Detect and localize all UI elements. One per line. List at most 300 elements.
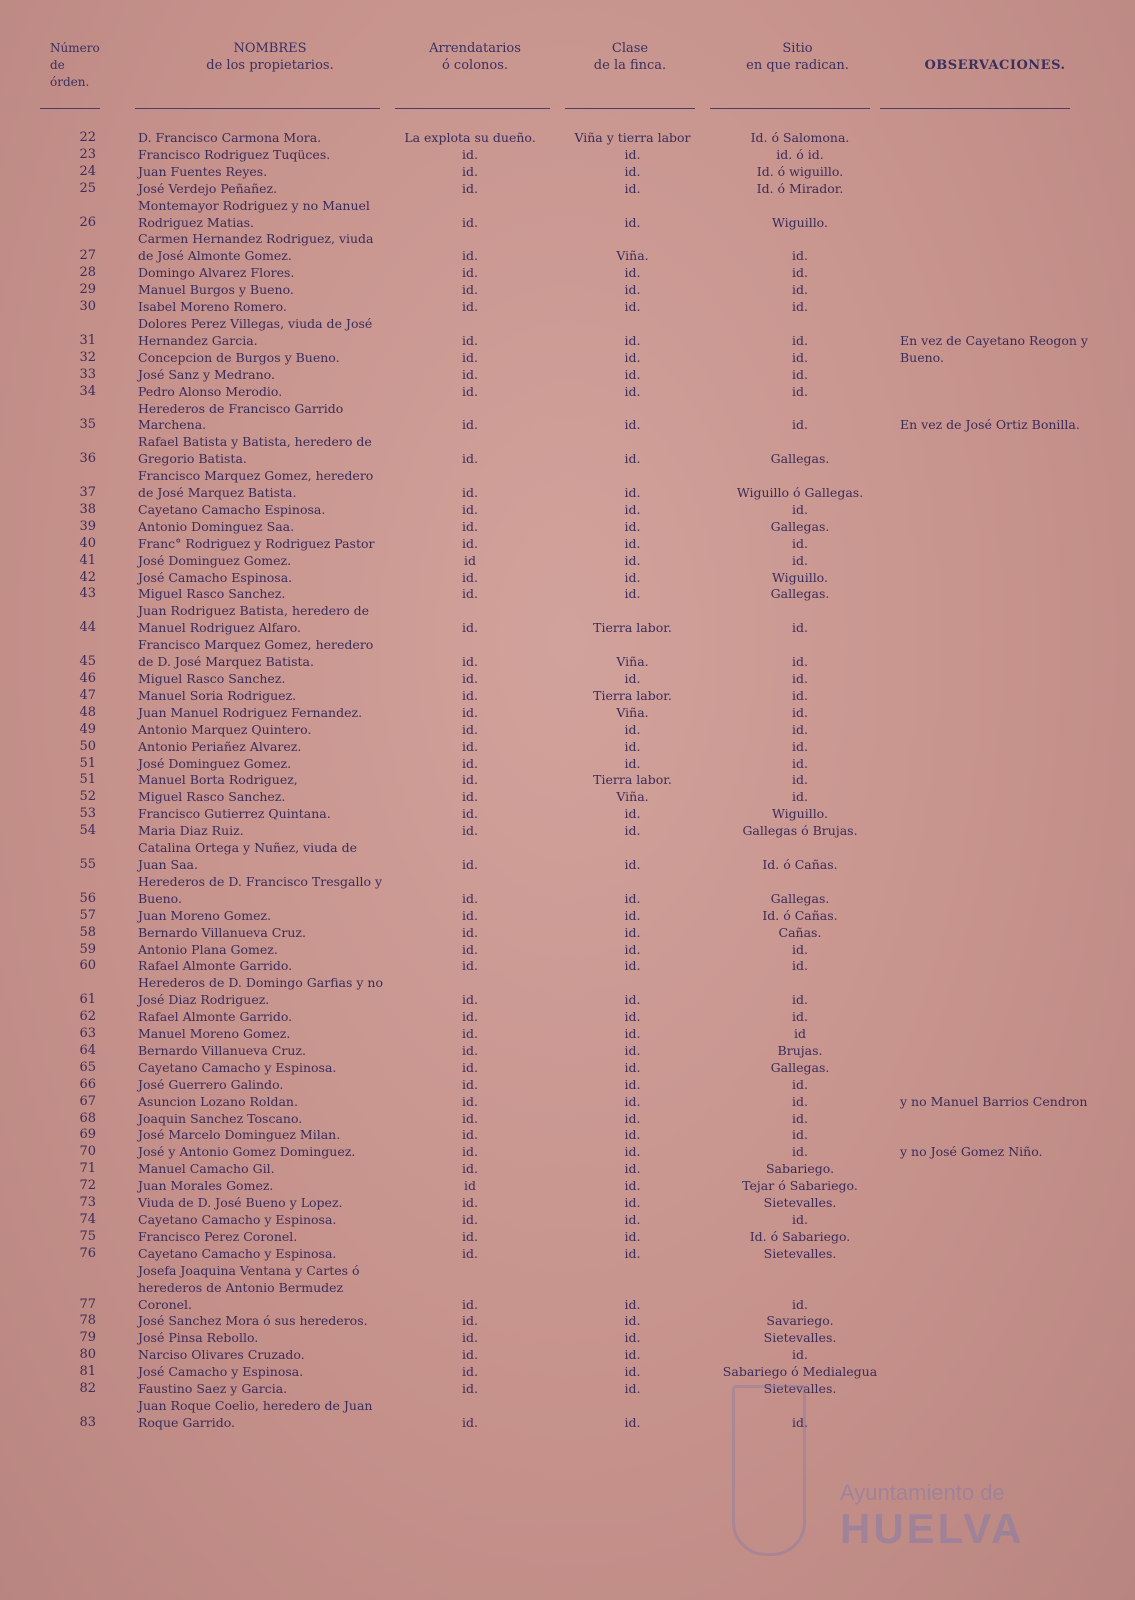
table-row [0,772,1135,789]
table-row [0,1060,1135,1077]
table-row [0,637,1135,671]
row-clase-finca: id. [624,1059,641,1075]
row-owner-name: Juan Rodriguez Batista, heredero de Manuel Rodriguez Alfaro. [138,603,370,636]
row-arrendatario: id. [462,1195,478,1211]
table-row [0,874,1135,908]
row-sitio: Gallegas. [770,518,830,534]
row-owner-name: José Camacho y Espinosa. [138,1364,304,1380]
row-clase-finca: Viña. [616,789,649,805]
row-sitio: id. [792,501,808,517]
row-clase-finca: Viña. [616,248,649,264]
row-clase-finca: id. [624,180,641,196]
row-clase-finca: id. [624,214,641,230]
row-sitio: id. [792,535,808,551]
row-owner-name: Manuel Borta Rodriguez, [138,772,298,788]
row-sitio: Gallegas. [770,451,830,467]
row-owner-name: Miguel Rasco Sanchez. [138,789,286,805]
table-row [0,1313,1135,1330]
row-number: 82 [79,1381,96,1397]
row-owner-name: Carmen Hernandez Rodriguez, viuda de José Almonte Gomez. [138,231,374,264]
row-number: 62 [79,1009,96,1025]
row-number: 60 [79,958,96,974]
row-number: 41 [79,552,96,568]
row-owner-name: Rafael Almonte Garrido. [138,958,293,974]
row-sitio: id. [792,772,808,788]
row-clase-finca: id. [624,569,641,585]
row-number: 64 [79,1042,96,1058]
table-row [0,519,1135,536]
row-owner-name: Miguel Rasco Sanchez. [138,586,286,602]
header-rule [710,108,870,109]
row-sitio: id. [792,366,808,382]
row-arrendatario: id. [462,924,478,940]
table-row [0,975,1135,1009]
watermark-line2: HUELVA [840,1505,1025,1552]
row-arrendatario: id. [462,1313,478,1329]
row-owner-name: Manuel Camacho Gil. [138,1161,275,1177]
row-sitio: id. [792,687,808,703]
row-arrendatario: id. [462,163,478,179]
row-owner-name: Cayetano Camacho y Espinosa. [138,1212,337,1227]
row-owner-name: Cayetano Camacho y Espinosa. [138,1245,337,1261]
header-nombres [160,40,380,74]
table-row [0,1229,1135,1246]
table-row [0,722,1135,739]
row-sitio: Sietevalles. [763,1195,837,1211]
table-row [0,553,1135,570]
row-number: 58 [79,924,96,940]
row-number: 46 [79,671,96,686]
row-clase-finca: id. [624,518,641,534]
row-arrendatario: id. [462,1347,478,1363]
row-number: 24 [79,163,96,179]
row-owner-name: Asuncion Lozano Roldan. [138,1093,298,1109]
row-number: 38 [79,501,96,517]
row-sitio: Brujas. [777,1042,823,1058]
row-number: 67 [79,1093,96,1109]
row-number: 28 [79,265,96,281]
row-sitio: id. [792,721,808,737]
row-sitio: id. [792,282,808,298]
row-sitio: Id. ó Cañas. [762,856,838,872]
row-arrendatario: id. [462,1026,478,1042]
row-number: 63 [79,1026,96,1042]
row-arrendatario: id. [462,1059,478,1075]
row-owner-name: Francisco Gutierrez Quintana. [138,806,331,822]
row-number: 39 [79,518,96,534]
row-sitio: id. [792,349,808,365]
row-sitio: id. [792,941,808,957]
row-sitio: Gallegas. [770,1059,830,1075]
row-number: 77 [79,1296,96,1312]
row-sitio: id. [792,789,808,805]
table-row [0,198,1135,232]
row-clase-finca: id. [624,924,641,940]
row-number: 36 [79,451,96,467]
row-clase-finca: id. [624,586,641,602]
row-owner-name: Manuel Moreno Gomez. [138,1026,291,1042]
registry-table [0,130,1135,1432]
row-clase-finca: id. [624,941,641,957]
table-row [0,299,1135,316]
row-owner-name: Antonio Dominguez Saa. [138,518,295,534]
row-number: 29 [79,282,96,298]
header-observaciones: OBSERVACIONES. [924,58,1066,73]
row-owner-name: Miguel Rasco Sanchez. [138,671,286,686]
row-clase-finca: id. [624,1330,641,1346]
row-owner-name: Bernardo Villanueva Cruz. [138,924,306,940]
row-arrendatario: id. [462,1110,478,1126]
row-sitio: Sietevalles. [763,1381,837,1397]
table-row [0,536,1135,553]
row-number: 73 [79,1195,96,1211]
row-owner-name: Pedro Alonso Merodio. [138,383,283,399]
row-arrendatario: id. [462,941,478,957]
row-arrendatario: id. [462,1245,478,1261]
row-number: 26 [79,214,96,230]
row-clase-finca: id. [624,163,641,179]
row-owner-name: Rafael Almonte Garrido. [138,1009,293,1025]
row-owner-name: Rafael Batista y Batista, heredero de Gregorio Batista. [138,434,372,467]
row-owner-name: Faustino Saez y Garcia. [138,1381,288,1397]
table-row [0,789,1135,806]
row-clase-finca: id. [624,485,641,501]
row-sitio: id [794,1026,806,1042]
header-clase [575,40,685,74]
row-clase-finca: id. [624,1178,641,1194]
row-clase-finca: id. [624,1414,641,1430]
table-row [0,1094,1135,1111]
row-owner-name: Montemayor Rodriguez y no Manuel Rodriguez Matias. [138,197,370,230]
header-clase-sub: de la finca. [593,58,667,73]
row-owner-name: Juan Moreno Gomez. [138,907,272,923]
row-clase-finca: id. [624,1228,641,1244]
row-arrendatario: id. [462,1042,478,1058]
row-owner-name: Narciso Olivares Cruzado. [138,1347,305,1363]
table-row [0,1127,1135,1144]
row-sitio: id. [792,383,808,399]
row-arrendatario: id. [462,518,478,534]
row-number: 61 [79,992,96,1008]
row-number: 65 [79,1059,96,1075]
row-clase-finca: id. [624,1042,641,1058]
row-sitio: Wiguillo. [772,214,828,230]
row-owner-name: José Guerrero Galindo. [138,1076,284,1092]
row-arrendatario: id. [462,332,478,348]
row-arrendatario: id. [462,146,478,162]
table-row [0,1111,1135,1128]
row-sitio: id. [792,1144,808,1160]
row-number: 30 [79,299,96,315]
row-clase-finca: id. [624,823,641,839]
row-owner-name: José Dominguez Gomez. [138,755,292,771]
row-number: 70 [79,1144,96,1160]
table-row [0,925,1135,942]
row-arrendatario: id. [462,248,478,264]
row-clase-finca: id. [624,1245,641,1261]
row-clase-finca: id. [624,417,641,433]
table-row [0,367,1135,384]
row-arrendatario: id. [462,1076,478,1092]
table-row [0,705,1135,722]
table-row [0,1330,1135,1347]
table-row [0,823,1135,840]
row-owner-name: Catalina Ortega y Nuñez, viuda de Juan Saa. [138,840,357,872]
row-owner-name: Josefa Joaquina Ventana y Cartes ó herederos de Antonio Bermudez Coronel. [138,1262,360,1312]
row-arrendatario: id [464,1178,476,1194]
row-owner-name: Manuel Soria Rodriguez. [138,687,297,703]
row-owner-name: Francisco Marquez Gomez, heredero de D. José Marquez Batista. [138,637,374,670]
row-number: 47 [79,687,96,703]
row-arrendatario: id. [462,1161,478,1177]
row-owner-name: Francisco Perez Coronel. [138,1228,298,1244]
row-clase-finca: id. [624,299,641,315]
row-sitio: id. [792,654,808,670]
row-clase-finca: id. [624,501,641,517]
row-number: 80 [79,1347,96,1363]
row-observaciones: En vez de José Ortiz Bonilla. [900,417,1080,433]
row-number: 71 [79,1161,96,1177]
row-number: 72 [79,1178,96,1194]
row-clase-finca: id. [624,1364,641,1380]
table-row [0,1381,1135,1398]
row-clase-finca: id. [624,146,641,162]
row-owner-name: José Sanz y Medrano. [138,366,275,382]
row-arrendatario: id. [462,992,478,1008]
row-owner-name: Cayetano Camacho y Espinosa. [138,1059,337,1075]
row-clase-finca: id. [624,535,641,551]
row-arrendatario: id. [462,366,478,382]
row-clase-finca: id. [624,907,641,923]
header-rule [565,108,695,109]
row-sitio: id. [792,265,808,281]
row-owner-name: Franc° Rodriguez y Rodriguez Pastor [138,535,375,551]
row-sitio: Gallegas. [770,586,830,602]
row-number: 25 [79,180,96,196]
row-sitio: id. [792,1347,808,1363]
row-arrendatario: La explota su dueño. [404,130,536,145]
row-owner-name: Cayetano Camacho Espinosa. [138,501,326,517]
row-number: 76 [79,1245,96,1261]
row-clase-finca: id. [624,1347,641,1363]
row-arrendatario: id. [462,772,478,788]
row-number: 27 [79,248,96,264]
row-sitio: Wiguillo ó Gallegas. [736,485,864,501]
row-owner-name: Dolores Perez Villegas, viuda de José Hernandez Garcia. [138,315,373,348]
row-owner-name: José Marcelo Dominguez Milan. [138,1127,341,1143]
row-sitio: Savariego. [766,1313,834,1329]
row-owner-name: Juan Morales Gomez. [138,1178,274,1194]
table-row [0,1009,1135,1026]
row-sitio: id. [792,671,808,686]
row-number: 52 [79,789,96,805]
row-number: 34 [79,383,96,399]
row-clase-finca: id. [624,1076,641,1092]
row-number: 66 [79,1076,96,1092]
row-observaciones: y no Manuel Barrios Cendron [900,1093,1088,1109]
row-sitio: id. [792,552,808,568]
row-arrendatario: id. [462,417,478,433]
row-arrendatario: id. [462,1212,478,1227]
row-owner-name: Juan Manuel Rodriguez Fernandez. [138,704,363,720]
row-number: 31 [79,332,96,348]
row-arrendatario: id. [462,755,478,771]
row-clase-finca: id. [624,552,641,568]
table-row [0,181,1135,198]
row-sitio: id. [792,1414,808,1430]
table-row [0,840,1135,874]
row-arrendatario: id. [462,586,478,602]
row-owner-name: Isabel Moreno Romero. [138,299,287,315]
row-number: 68 [79,1110,96,1126]
table-row [0,1398,1135,1432]
table-row [0,1178,1135,1195]
row-sitio: id. [792,1076,808,1092]
table-row [0,231,1135,265]
row-number: 49 [79,721,96,737]
row-sitio: Cañas. [778,924,822,940]
header-arrendatarios-sub: ó colonos. [441,58,509,73]
row-number: 22 [79,130,96,145]
row-clase-finca: Viña y tierra labor [574,130,691,145]
row-arrendatario: id. [462,1127,478,1143]
row-arrendatario: id. [462,1381,478,1397]
row-clase-finca: id. [624,1127,641,1143]
row-sitio: id. [792,1212,808,1227]
row-number: 40 [79,535,96,551]
table-row [0,688,1135,705]
row-sitio: id. [792,755,808,771]
header-rule [135,108,380,109]
row-owner-name: Manuel Burgos y Bueno. [138,282,294,298]
row-clase-finca: id. [624,958,641,974]
row-clase-finca: id. [624,890,641,906]
row-arrendatario: id. [462,282,478,298]
row-sitio: Sietevalles. [763,1245,837,1261]
row-clase-finca: id. [624,332,641,348]
row-number: 59 [79,941,96,957]
row-sitio: Id. ó Salomona. [750,130,850,145]
row-clase-finca: id. [624,738,641,754]
table-row [0,1347,1135,1364]
row-clase-finca: id. [624,1381,641,1397]
row-clase-finca: Tierra labor. [593,687,672,703]
row-number: 35 [79,417,96,433]
row-clase-finca: id. [624,265,641,281]
table-row [0,1212,1135,1229]
row-sitio: Sietevalles. [763,1330,837,1346]
row-sitio: id. [792,992,808,1008]
row-number: 32 [79,349,96,365]
row-owner-name: José Camacho Espinosa. [138,569,293,585]
row-clase-finca: id. [624,755,641,771]
row-number: 79 [79,1330,96,1346]
table-row [0,1077,1135,1094]
table-row [0,1144,1135,1161]
row-arrendatario: id. [462,1330,478,1346]
row-owner-name: Concepcion de Burgos y Bueno. [138,349,340,365]
header-rule [880,108,1070,109]
row-number: 50 [79,738,96,754]
row-number: 81 [79,1364,96,1380]
row-owner-name: Antonio Marquez Quintero. [138,721,312,737]
row-number: 33 [79,366,96,382]
row-arrendatario: id. [462,687,478,703]
row-arrendatario: id. [462,383,478,399]
row-number: 55 [79,856,96,872]
row-sitio: id. [792,332,808,348]
row-arrendatario: id. [462,1093,478,1109]
row-arrendatario: id. [462,501,478,517]
table-row [0,1263,1135,1314]
row-clase-finca: id. [624,383,641,399]
table-row [0,434,1135,468]
header-rule [395,108,550,109]
row-owner-name: Domingo Alvarez Flores. [138,265,295,281]
row-clase-finca: id. [624,1026,641,1042]
row-arrendatario: id. [462,907,478,923]
row-clase-finca: id. [624,1212,641,1227]
row-sitio: Gallegas. [770,890,830,906]
row-sitio: id. [792,248,808,264]
header-clase-title: Clase [611,41,649,56]
row-sitio: id. [792,1110,808,1126]
row-clase-finca: id. [624,1195,641,1211]
row-number: 37 [79,485,96,501]
row-clase-finca: id. [624,366,641,382]
row-clase-finca: id. [624,1161,641,1177]
table-row [0,1246,1135,1263]
row-arrendatario: id. [462,856,478,872]
table-row [0,756,1135,773]
row-sitio: Sabariego. [765,1161,835,1177]
row-sitio: Sabariego ó Medialegua [722,1364,878,1380]
row-number: 57 [79,907,96,923]
table-row [0,739,1135,756]
table-row [0,586,1135,603]
row-clase-finca: Viña. [616,704,649,720]
header-sitio [730,40,865,74]
row-sitio: id. [792,704,808,720]
table-row [0,1195,1135,1212]
table-row [0,908,1135,925]
row-number: 43 [79,586,96,602]
row-number: 42 [79,569,96,585]
row-sitio: id. [792,1009,808,1025]
row-sitio: Id. ó wiguillo. [756,163,844,179]
table-row [0,806,1135,823]
row-owner-name: Juan Roque Coelio, heredero de Juan Roque Garrido. [138,1397,373,1430]
row-arrendatario: id. [462,958,478,974]
row-sitio: id. [792,958,808,974]
table-row [0,265,1135,282]
row-owner-name: José y Antonio Gomez Dominguez. [138,1144,356,1160]
row-clase-finca: id. [624,1009,641,1025]
row-clase-finca: id. [624,1296,641,1312]
row-clase-finca: id. [624,721,641,737]
ayuntamiento-shield-icon [732,1385,806,1556]
table-row [0,942,1135,959]
row-arrendatario: id. [462,1228,478,1244]
row-sitio: id. [792,620,808,636]
row-clase-finca: id. [624,806,641,822]
row-arrendatario: id. [462,180,478,196]
row-number: 56 [79,890,96,906]
row-sitio: Tejar ó Sabariego. [742,1178,858,1194]
row-number: 51 [79,755,96,771]
row-arrendatario: id. [462,349,478,365]
row-arrendatario: id. [462,704,478,720]
